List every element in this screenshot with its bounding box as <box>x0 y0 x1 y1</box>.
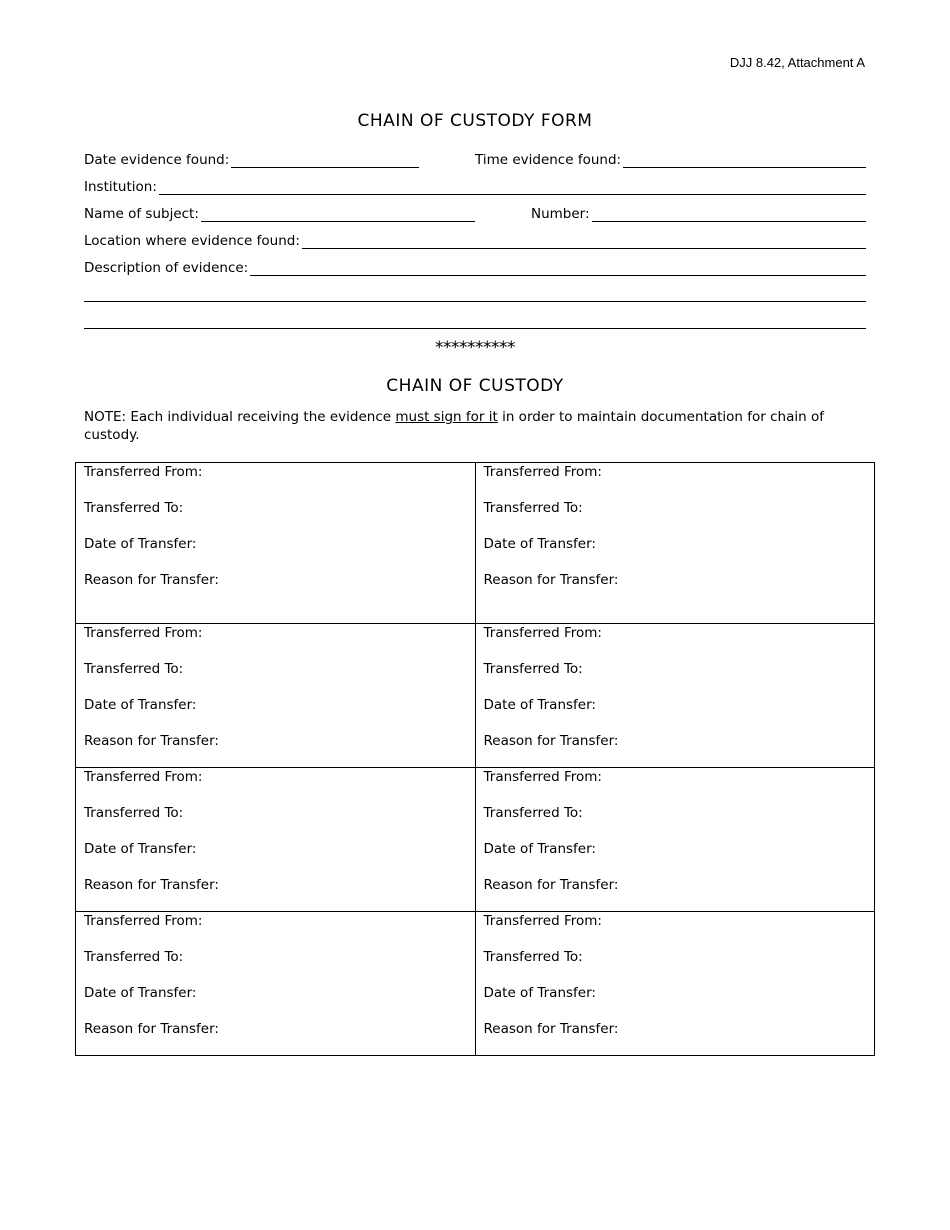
date-of-transfer-label: Date of Transfer: <box>483 697 596 713</box>
description-input[interactable] <box>250 261 866 276</box>
transferred-to-label: Transferred To: <box>483 500 583 516</box>
location-label: Location where evidence found: <box>84 233 300 249</box>
date-of-transfer-label: Date of Transfer: <box>84 985 197 1001</box>
location-field <box>84 231 866 249</box>
note-prefix: NOTE: Each individual receiving the evidence <box>84 409 396 425</box>
date-of-transfer-label: Date of Transfer: <box>84 841 197 857</box>
date-of-transfer-label: Date of Transfer: <box>84 536 197 552</box>
date-of-transfer-label: Date of Transfer: <box>483 985 596 1001</box>
form-reference: DJJ 8.42, Attachment A <box>729 55 865 70</box>
date-of-transfer-label: Date of Transfer: <box>483 841 596 857</box>
date-of-transfer-label: Date of Transfer: <box>84 697 197 713</box>
reason-for-transfer-label: Reason for Transfer: <box>84 1021 219 1037</box>
description-label: Description of evidence: <box>84 260 249 276</box>
reason-for-transfer-label: Reason for Transfer: <box>483 1021 619 1037</box>
note-emphasis: must sign for it <box>395 409 498 425</box>
reason-for-transfer-label: Reason for Transfer: <box>483 572 619 588</box>
reason-for-transfer-label: Reason for Transfer: <box>84 877 219 893</box>
custody-cell[interactable] <box>475 912 875 1055</box>
subject-label: Name of subject: <box>84 206 199 222</box>
transferred-from-label: Transferred From: <box>84 913 203 929</box>
reason-for-transfer-label: Reason for Transfer: <box>84 733 219 749</box>
custody-cell[interactable] <box>76 624 475 767</box>
description-line-3[interactable] <box>84 328 866 329</box>
section-separator: ********** <box>435 338 515 358</box>
reason-for-transfer-label: Reason for Transfer: <box>483 733 619 749</box>
transferred-from-label: Transferred From: <box>483 913 602 929</box>
transferred-to-label: Transferred To: <box>84 805 184 821</box>
custody-cell[interactable] <box>475 624 875 767</box>
transferred-to-label: Transferred To: <box>84 949 184 965</box>
institution-input[interactable] <box>159 180 866 195</box>
subject-input[interactable] <box>201 207 475 222</box>
form-title: CHAIN OF CUSTODY FORM <box>357 111 593 131</box>
custody-note <box>84 408 874 444</box>
custody-cell[interactable] <box>76 463 475 623</box>
custody-row <box>76 911 874 1055</box>
reason-for-transfer-label: Reason for Transfer: <box>84 572 219 588</box>
date-found-input[interactable] <box>231 153 419 168</box>
institution-field <box>84 177 866 195</box>
time-found-label: Time evidence found: <box>475 152 622 168</box>
custody-table <box>75 462 875 1056</box>
transferred-from-label: Transferred From: <box>483 769 602 785</box>
transferred-from-label: Transferred From: <box>483 625 602 641</box>
time-found-field <box>475 150 866 168</box>
date-of-transfer-label: Date of Transfer: <box>483 536 596 552</box>
custody-title: CHAIN OF CUSTODY <box>386 376 564 396</box>
custody-row <box>76 767 874 911</box>
location-input[interactable] <box>302 234 866 249</box>
custody-row <box>76 463 874 623</box>
description-line-2[interactable] <box>84 301 866 302</box>
transferred-to-label: Transferred To: <box>84 500 184 516</box>
custody-cell[interactable] <box>76 768 475 911</box>
number-input[interactable] <box>592 207 866 222</box>
transferred-from-label: Transferred From: <box>84 464 203 480</box>
subject-field <box>84 204 475 222</box>
transferred-to-label: Transferred To: <box>483 949 583 965</box>
transferred-from-label: Transferred From: <box>84 625 203 641</box>
transferred-to-label: Transferred To: <box>483 805 583 821</box>
time-found-input[interactable] <box>623 153 866 168</box>
custody-cell[interactable] <box>76 912 475 1055</box>
transferred-from-label: Transferred From: <box>483 464 602 480</box>
number-label: Number: <box>531 206 590 222</box>
date-found-field <box>84 150 419 168</box>
custody-cell[interactable] <box>475 768 875 911</box>
custody-cell[interactable] <box>475 463 875 623</box>
description-field <box>84 258 866 276</box>
transferred-to-label: Transferred To: <box>84 661 184 677</box>
date-found-label: Date evidence found: <box>84 152 230 168</box>
custody-row <box>76 623 874 767</box>
institution-label: Institution: <box>84 179 157 195</box>
reason-for-transfer-label: Reason for Transfer: <box>483 877 619 893</box>
transferred-to-label: Transferred To: <box>483 661 583 677</box>
transferred-from-label: Transferred From: <box>84 769 203 785</box>
note-suffix: in order to maintain documentation for chain of custody. <box>84 409 824 443</box>
number-field <box>531 204 866 222</box>
